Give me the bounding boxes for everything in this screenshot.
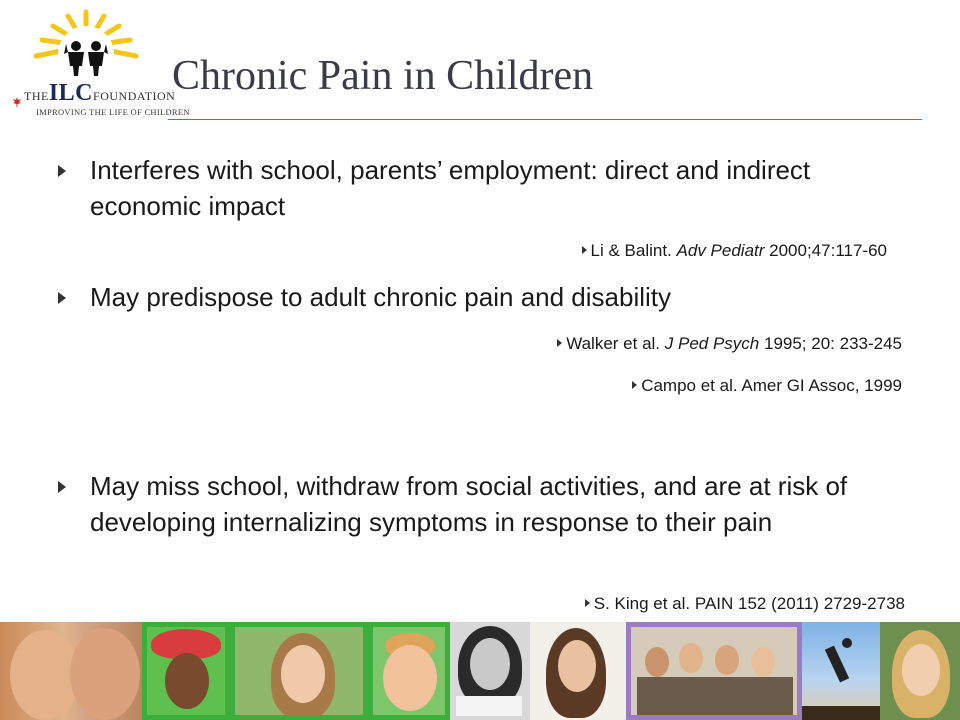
ref-authors: Li & Balint.	[590, 241, 677, 260]
logo-brand: ILC	[48, 80, 94, 106]
ref-citation: 1995; 20: 233-245	[759, 334, 902, 353]
photo-teen-girl-smiling	[230, 622, 368, 720]
ref-arrow-icon	[585, 599, 590, 607]
title-divider	[168, 119, 922, 120]
logo-wordmark	[16, 80, 190, 117]
bullet-text: May miss school, withdraw from social activities, and are at risk of developing internalizing symptoms in response to their pain	[90, 471, 848, 537]
ref-journal: J Ped Psych	[664, 334, 760, 353]
photo-teen-girl-thinking	[530, 622, 626, 720]
ref-arrow-icon	[582, 246, 587, 254]
children-photo-strip	[0, 622, 960, 720]
ref-citation: 2000;47:117-60	[764, 241, 887, 260]
bullet-item	[58, 468, 908, 540]
bullet-text: May predispose to adult chronic pain and disability	[90, 282, 672, 312]
reference	[632, 376, 902, 396]
reference	[585, 594, 905, 614]
bullet-item	[58, 279, 858, 315]
ref-arrow-icon	[632, 381, 637, 389]
ref-arrow-icon	[557, 339, 562, 347]
bullet-text: Interferes with school, parents’ employment: direct and indirect economic impact	[90, 155, 811, 221]
photo-jumping-silhouette	[802, 622, 880, 720]
logo-tagline: IMPROVING THE LIFE OF CHILDREN	[36, 107, 190, 117]
ref-journal: Adv Pediatr	[676, 241, 765, 260]
logo-suffix: FOUNDATION	[93, 89, 176, 103]
photo-friends-with-guitar	[626, 622, 802, 720]
ref-citation: S. King et al. PAIN 152 (2011) 2729-2738	[593, 594, 905, 613]
bullet-arrow-icon	[58, 165, 66, 177]
bullet-item	[58, 152, 858, 224]
photo-girl-outdoors	[880, 622, 960, 720]
sun-children-icon	[8, 4, 168, 84]
reference	[582, 241, 887, 261]
slide-title: Chronic Pain in Children	[172, 53, 594, 99]
ref-citation: Campo et al. Amer GI Assoc, 1999	[641, 376, 902, 395]
ilc-foundation-logo	[8, 4, 190, 117]
bullet-arrow-icon	[58, 481, 66, 493]
logo-prefix: THE	[24, 89, 49, 103]
photo-girl-reading-bw	[450, 622, 530, 720]
photo-girl-red-hat	[142, 622, 230, 720]
bullet-arrow-icon	[58, 292, 66, 304]
photo-child-and-grandparent	[0, 622, 142, 720]
ref-authors: Walker et al.	[566, 334, 665, 353]
photo-boy-smiling	[368, 622, 450, 720]
reference	[557, 334, 902, 354]
